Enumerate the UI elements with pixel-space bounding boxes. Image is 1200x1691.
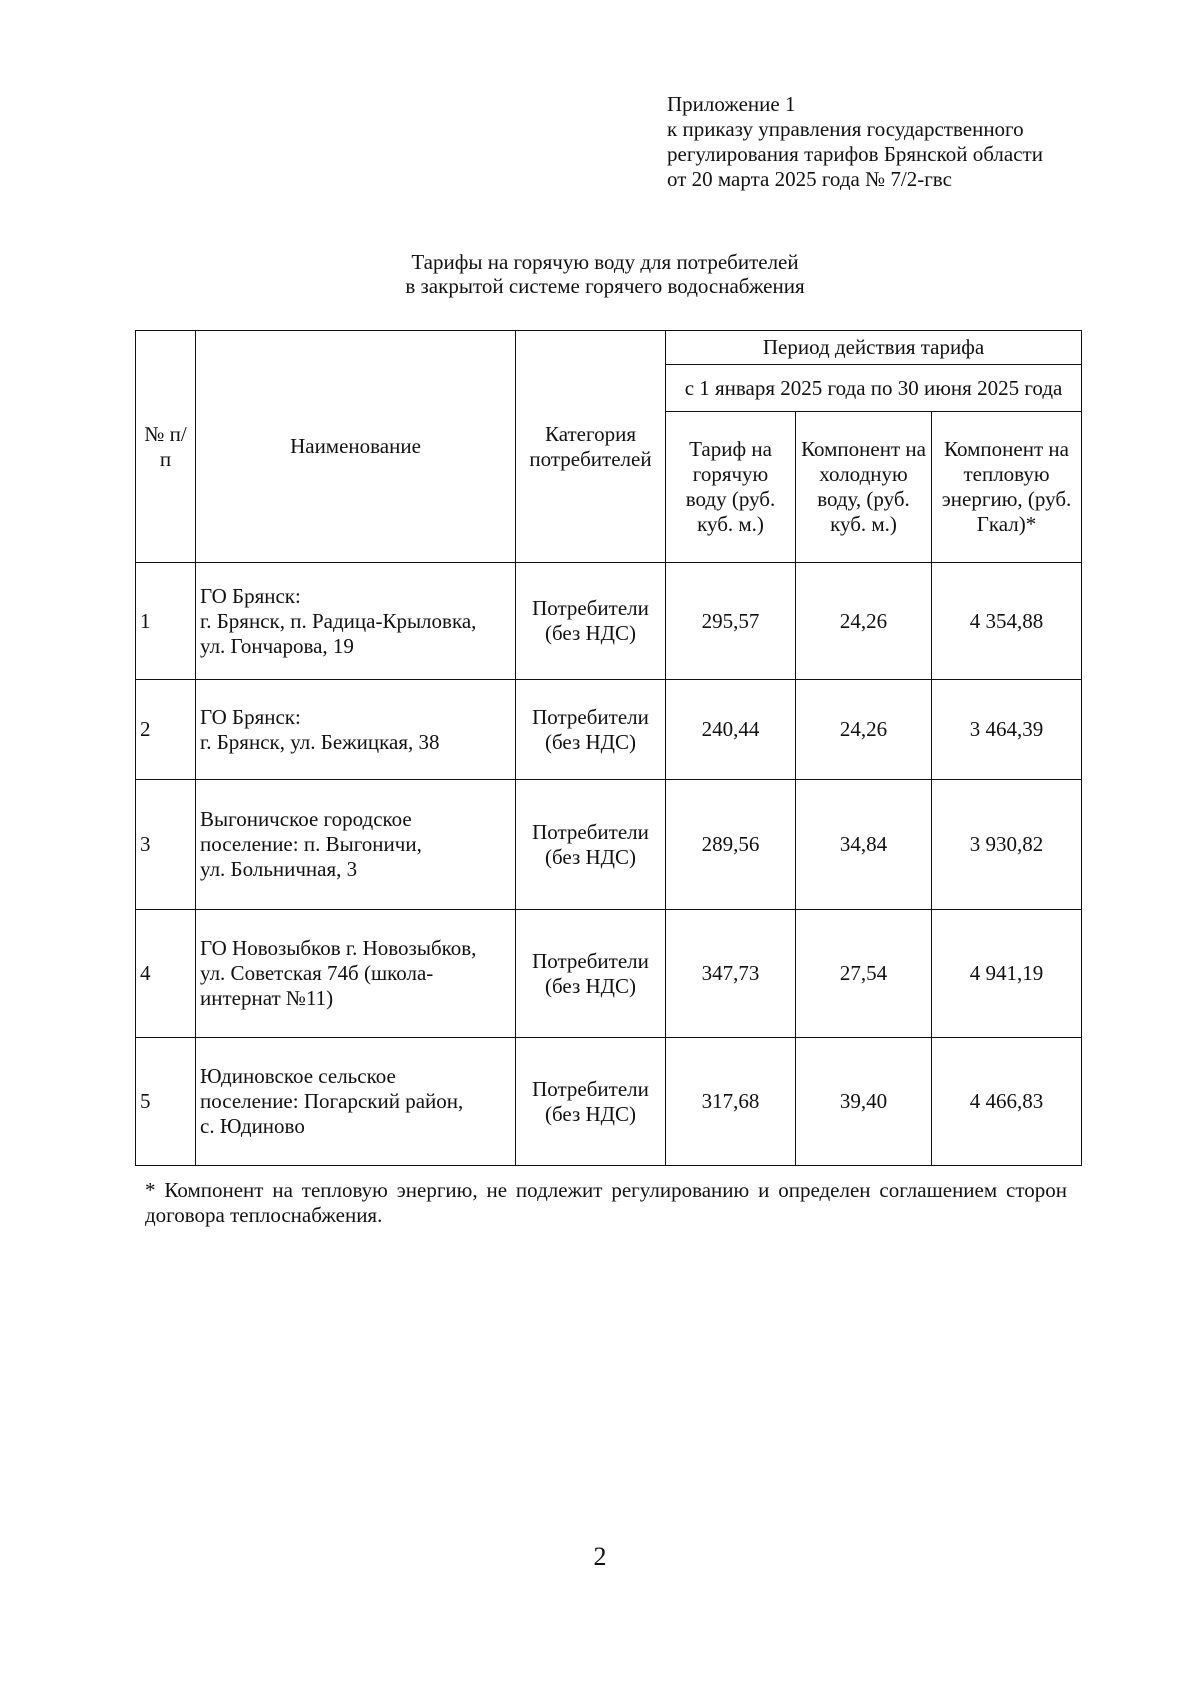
cell-heat: 4 466,83 xyxy=(932,1038,1082,1166)
page-number: 2 xyxy=(593,1542,607,1571)
cell-category-line: Потребители xyxy=(532,596,649,620)
cell-cold-water: 24,26 xyxy=(796,680,932,780)
cell-tariff: 240,44 xyxy=(666,680,796,780)
cell-name-line: интернат №11) xyxy=(200,986,334,1010)
cell-name-line: ГО Новозыбков г. Новозыбков, xyxy=(200,936,477,960)
cell-heat: 3 464,39 xyxy=(932,680,1082,780)
cell-cold-water: 27,54 xyxy=(796,910,932,1038)
document-title-line: в закрытой системе горячего водоснабжения xyxy=(405,274,805,298)
cell-category xyxy=(516,780,666,910)
appendix-line: от 20 марта 2025 года № 7/2-гвс xyxy=(667,167,952,191)
cell-name xyxy=(196,910,516,1038)
appendix-line: регулирования тарифов Брянской области xyxy=(667,142,1043,166)
cell-category xyxy=(516,680,666,780)
cell-name xyxy=(196,1038,516,1166)
footnote: * Компонент на тепловую энергию, не подлежит регулированию и определен соглашением сторон договора теплоснабжения. xyxy=(145,1178,1067,1227)
cell-cold-water: 24,26 xyxy=(796,563,932,680)
header-heat: Компонент на тепловую энергию, (руб. Гкал)* xyxy=(932,412,1082,563)
cell-name-line: ул. Советская 74б (школа- xyxy=(200,961,434,985)
cell-category-line: Потребители xyxy=(532,948,649,973)
cell-name-line: ул. Гончарова, 19 xyxy=(200,633,354,658)
cell-name-line: Юдиновское сельское xyxy=(200,1064,396,1088)
table-row xyxy=(136,1038,1082,1166)
header-number: № п/п xyxy=(136,331,196,563)
cell-name-line: поселение: п. Выгоничи, xyxy=(200,832,422,856)
cell-name-line: ул. Больничная, 3 xyxy=(200,857,358,881)
cell-category-line: (без НДС) xyxy=(544,621,636,645)
cell-heat: 4 941,19 xyxy=(932,910,1082,1038)
appendix-reference xyxy=(667,92,1043,192)
document-title xyxy=(330,250,880,298)
cell-name-line: ГО Брянск: xyxy=(200,704,301,729)
cell-cold-water: 39,40 xyxy=(796,1038,932,1166)
cell-category xyxy=(516,910,666,1038)
cell-category-line: Потребители xyxy=(532,819,649,844)
cell-name-line: поселение: Погарский район, xyxy=(200,1089,464,1113)
cell-name xyxy=(196,563,516,680)
cell-tariff: 289,56 xyxy=(666,780,796,910)
cell-category-line: (без НДС) xyxy=(544,973,636,998)
cell-name xyxy=(196,780,516,910)
cell-name-line: г. Брянск, п. Радица-Крыловка, xyxy=(200,608,477,633)
header-tariff: Тариф на горячую воду (руб. куб. м.) xyxy=(666,412,796,563)
cell-number: 1 xyxy=(136,563,196,680)
cell-tariff: 347,73 xyxy=(666,910,796,1038)
table-row xyxy=(136,780,1082,910)
cell-category-line: (без НДС) xyxy=(544,729,636,754)
cell-heat: 4 354,88 xyxy=(932,563,1082,680)
cell-number: 2 xyxy=(136,680,196,780)
cell-number: 3 xyxy=(136,780,196,910)
tariff-table xyxy=(135,330,1082,1166)
cell-category-line: Потребители xyxy=(532,1076,649,1101)
cell-name-line: г. Брянск, ул. Бежицкая, 38 xyxy=(200,729,440,754)
header-category: Категория потребителей xyxy=(516,331,666,563)
cell-heat: 3 930,82 xyxy=(932,780,1082,910)
header-dates: с 1 января 2025 года по 30 июня 2025 года xyxy=(666,365,1082,412)
table-row xyxy=(136,563,1082,680)
header-name: Наименование xyxy=(196,331,516,563)
cell-tariff: 295,57 xyxy=(666,563,796,680)
cell-tariff: 317,68 xyxy=(666,1038,796,1166)
table-row xyxy=(136,910,1082,1038)
appendix-line: Приложение 1 xyxy=(667,92,796,116)
cell-category-line: (без НДС) xyxy=(544,844,636,869)
header-period: Период действия тарифа xyxy=(666,331,1082,365)
table-row xyxy=(136,680,1082,780)
cell-number: 4 xyxy=(136,910,196,1038)
cell-name-line: Выгоничское городское xyxy=(200,807,412,831)
cell-category-line: (без НДС) xyxy=(544,1101,636,1126)
appendix-line: к приказу управления государственного xyxy=(667,117,1024,141)
cell-name-line: с. Юдиново xyxy=(200,1114,305,1138)
cell-cold-water: 34,84 xyxy=(796,780,932,910)
cell-number: 5 xyxy=(136,1038,196,1166)
header-cold-water: Компонент на холодную воду, (руб. куб. м.) xyxy=(796,412,932,563)
cell-name-line: ГО Брянск: xyxy=(200,583,301,608)
document-title-line: Тарифы на горячую воду для потребителей xyxy=(411,250,799,274)
cell-category xyxy=(516,1038,666,1166)
cell-category-line: Потребители xyxy=(532,704,649,729)
cell-category xyxy=(516,563,666,680)
cell-name xyxy=(196,680,516,780)
